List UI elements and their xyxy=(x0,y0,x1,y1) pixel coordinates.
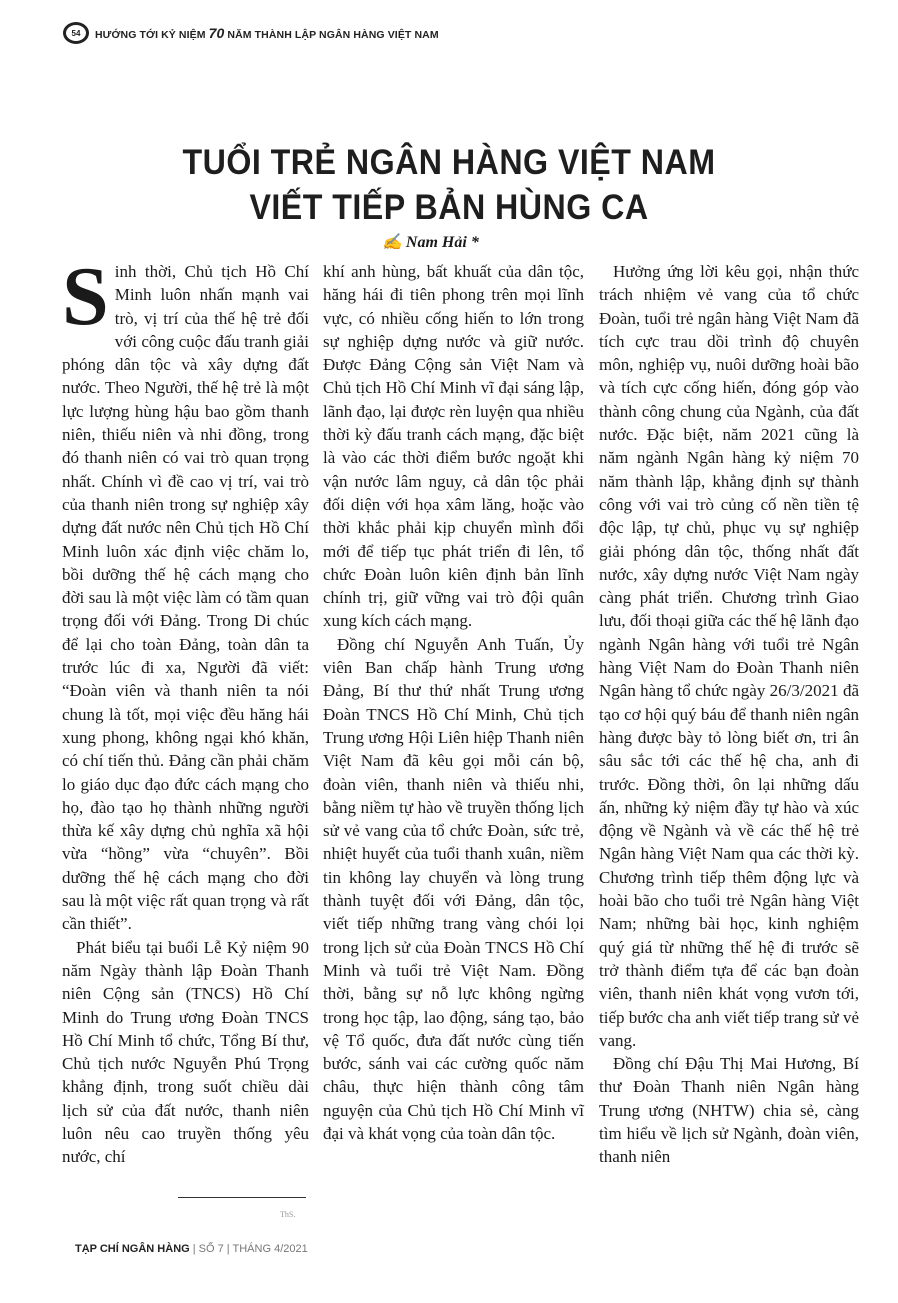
article-title xyxy=(36,140,862,230)
header-anniversary-number: 70 xyxy=(208,25,225,41)
running-header xyxy=(63,22,439,44)
title-line-1: TUỔI TRẺ NGÂN HÀNG VIỆT NAM xyxy=(182,143,716,182)
journal-name: TẠP CHÍ NGÂN HÀNG xyxy=(75,1243,190,1255)
paragraph: Đồng chí Đậu Thị Mai Hương, Bí thư Đoàn Thanh niên Ngân hàng Trung ương (NHTW) chia sẻ, càng tìm hiểu về lịch sử Ngành, đoàn viên, thanh niên xyxy=(599,1054,859,1167)
header-prefix: HƯỚNG TỚI KỶ NIỆM xyxy=(95,29,206,41)
column-3 xyxy=(599,260,859,1169)
byline xyxy=(382,232,479,252)
page-footer xyxy=(75,1243,308,1255)
drop-cap: S xyxy=(62,250,109,343)
page-number-logo: 54 xyxy=(63,22,89,44)
author-name: Nam Hải * xyxy=(405,234,479,251)
column-1 xyxy=(62,250,309,1169)
issue-info: | SỐ 7 | THÁNG 4/2021 xyxy=(192,1243,308,1255)
pen-icon: ✍ xyxy=(382,234,402,251)
column-2 xyxy=(323,260,584,1145)
footnote-divider xyxy=(178,1197,306,1198)
paragraph xyxy=(62,250,309,936)
title-line-2: VIẾT TIẾP BẢN HÙNG CA xyxy=(249,188,649,227)
paragraph: Đồng chí Nguyễn Anh Tuấn, Ủy viên Ban chấp hành Trung ương Đảng, Bí thư thứ nhất Trung ương Đoàn TNCS Hồ Chí Minh, Chủ tịch Trung ương Hội Liên hiệp Thanh niên Việt Nam đã kêu gọi mỗi cán bộ, đoàn viên, thanh niên và thiếu nhi, bằng niềm tự hào về truyền thống lịch sử vẻ vang của tổ chức Đoàn, sức trẻ, nhiệt huyết của tuổi thanh xuân, niềm tin không lay chuyển và lòng trung thành tuyệt đối với Đảng, dân tộc, viết tiếp những trang vàng chói lọi trong lịch sử của Đoàn TNCS Hồ Chí Minh và tuổi trẻ Việt Nam. Đồng thời, bằng sự nỗ lực không ngừng trong học tập, lao động, sáng tạo, bảo vệ Tổ quốc, đưa đất nước cùng tiến bước, sánh vai các cường quốc năm châu, thực hiện thành công tâm nguyện của Chủ tịch Hồ Chí Minh vĩ đại và khát vọng của toàn dân tộc. xyxy=(323,634,584,1143)
header-text xyxy=(95,25,439,41)
header-suffix: NĂM THÀNH LẬP NGÂN HÀNG VIỆT NAM xyxy=(227,29,439,41)
paragraph-text: inh thời, Chủ tịch Hồ Chí Minh luôn nhấn mạnh vai trò, vị trí của thế hệ trẻ đối với công cuộc đấu tranh giải phóng dân tộc và xây dựng đất nước. Theo Người, thế hệ trẻ là một lực lượng hùng hậu bao gồm thanh niên, thiếu niên và nhi đồng, trong đó thanh niên có vai trò quan trọng nhất. Chính vì đề cao vị trí, vai trò của thanh niên trong sự nghiệp xây dựng đất nước nên Chủ tịch Hồ Chí Minh luôn xác định việc chăm lo, bồi dưỡng thế hệ cách mạng cho đời sau là một việc làm có tầm quan trọng đối với Đảng. Trong Di chúc để lại cho toàn Đảng, toàn dân ta trước lúc đi xa, Người đã viết: “Đoàn viên và thanh niên ta nói chung là tốt, mọi việc đều hăng hái xung phong, không ngại khó khăn, có chí tiến thủ. Đảng cần phải chăm lo giáo dục đạo đức cách mạng cho họ, đào tạo họ thành những người thừa kế xây dựng chủ nghĩa xã hội vừa “hồng” vừa “chuyên”. Bồi dưỡng thế hệ cách mạng cho đời sau là một việc rất quan trọng và rất cần thiết”. xyxy=(62,262,309,934)
paragraph: khí anh hùng, bất khuất của dân tộc, hăng hái đi tiên phong trên mọi lĩnh vực, có nhiều cống hiến to lớn trong sự nghiệp dựng nước và giữ nước. Được Đảng Cộng sản Việt Nam và Chủ tịch Hồ Chí Minh vĩ đại sáng lập, lãnh đạo, lại được rèn luyện qua nhiều thời kỳ đấu tranh cách mạng, đặc biệt là vào các thời điểm bước ngoặt khi vận nước lâm nguy, cả dân tộc phải đối diện với họa xâm lăng, hoặc vào thời khắc phải kịp chuyển mình đổi mới để tiếp tục phát triển đi lên, tổ chức Đoàn luôn kiên định bản lĩnh chính trị, giữ vững vai trò đội quân xung kích cách mạng. xyxy=(323,262,584,631)
paragraph: Hưởng ứng lời kêu gọi, nhận thức trách nhiệm vẻ vang của tổ chức Đoàn, tuổi trẻ ngân hàng Việt Nam đã tích cực trau dồi trình độ chuyên môn, nghiệp vụ, nuôi dưỡng hoài bão và tích cực cống hiến, đóng góp vào thành công chung của Ngành, của đất nước. Đặc biệt, năm 2021 cũng là năm ngành Ngân hàng kỷ niệm 70 năm thành lập, khẳng định sự thành công với vai trò củng cố nền tiền tệ độc lập, tự chủ, phục vụ sự nghiệp giải phóng dân tộc, thống nhất đất nước, xây dựng nước Việt Nam ngày càng phát triển. Chương trình Giao lưu, đối thoại giữa các thế hệ lãnh đạo ngành Ngân hàng với tuổi trẻ Ngân hàng Việt Nam do Đoàn Thanh niên Ngân hàng tổ chức ngày 26/3/2021 đã tạo cơ hội quý báu để thanh niên ngân hàng được bày tỏ lòng biết ơn, tri ân sâu sắc tới các thế hệ cha, anh đi trước. Đồng thời, ôn lại những dấu ấn, những kỷ niệm đầy tự hào và xúc động về Ngành và về các thế hệ trẻ Ngân hàng Việt Nam qua các thời kỳ. Chương trình tiếp thêm động lực và hoài bão cho tuổi trẻ Ngân hàng Việt Nam; những bài học, kinh nghiệm quý giá từ những thế hệ đi trước sẽ trở thành điểm tựa để các bạn đoàn viên, thanh niên khát vọng vươn tới, tiếp bước cha anh viết tiếp trang sử vẻ vang. xyxy=(599,262,859,1050)
paragraph: Phát biểu tại buổi Lễ Kỷ niệm 90 năm Ngày thành lập Đoàn Thanh niên Cộng sản (TNCS) Hồ Chí Minh do Trung ương Đoàn TNCS Hồ Chí Minh tổ chức, Tổng Bí thư, Chủ tịch nước Nguyễn Phú Trọng khẳng định, trong suốt chiều dài lịch sử của đất nước, thanh niên luôn nêu cao truyền thống yêu nước, chí xyxy=(62,937,309,1167)
footnote: ThS. xyxy=(280,1210,296,1219)
